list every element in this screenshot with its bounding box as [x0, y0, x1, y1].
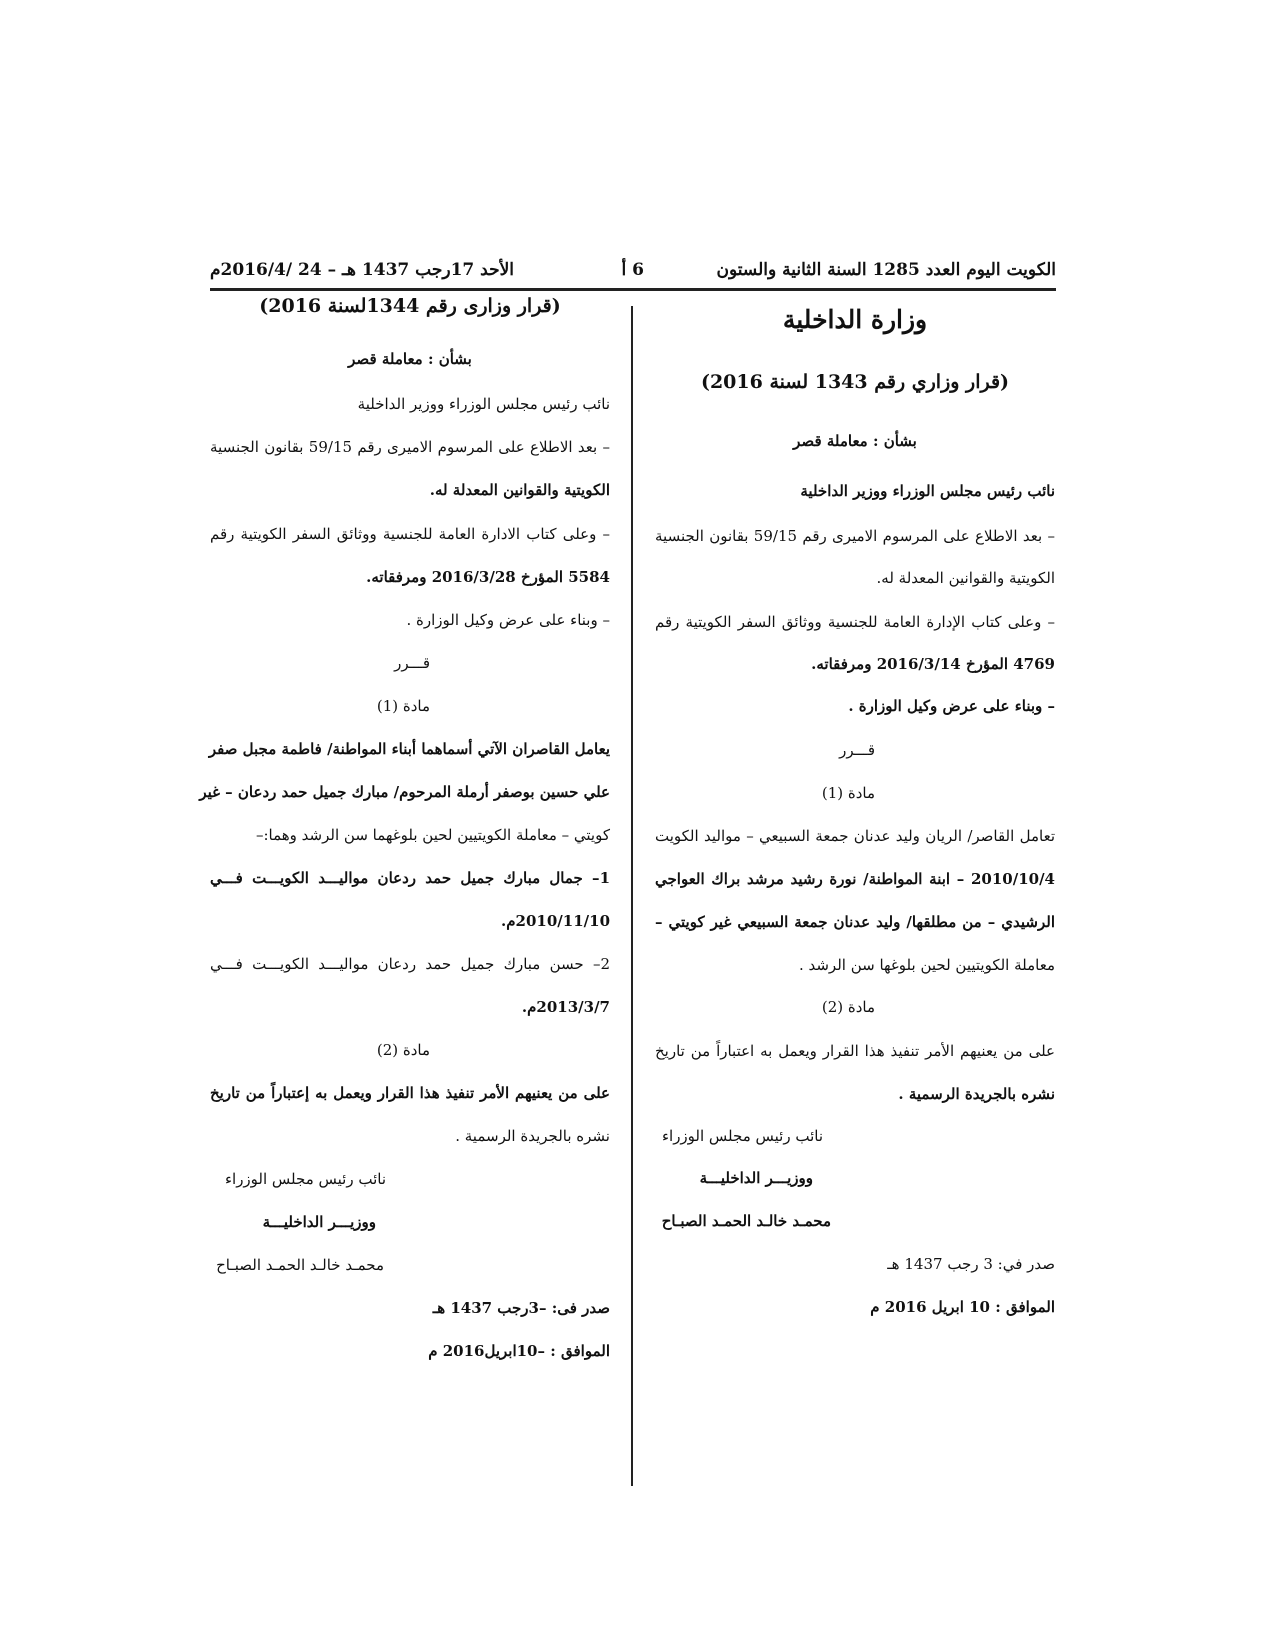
item-1-line-2: 2010/11/10م.: [501, 912, 610, 930]
header-page-number: 6 أ: [621, 260, 644, 280]
article-1-line-2: علي حسين بوصفر أرملة المرحوم/ مبارك جميل حمد ردعان – غير: [199, 783, 610, 801]
item-2-line-1: 2– حسن مبارك جميل حمد ردعان مواليـــد الكويـــت فـــي: [210, 955, 610, 973]
decided-heading: قـــرر: [839, 741, 875, 759]
signature-name: محمـد خالـد الحمـد الصبـاح: [216, 1256, 384, 1274]
header-date: الأحد 17رجب 1437 هـ – 24 /2016/4م: [210, 260, 515, 280]
preamble-2-line-2: 5584 المؤرخ 2016/3/28 ومرفقاته.: [366, 568, 610, 586]
article-1-line-2: 2010/10/4 – ابنة المواطنة/ نورة رشيد مرشد براك العواجي: [655, 870, 1055, 888]
article-2-heading: مادة (2): [821, 998, 875, 1016]
item-1-line-1: 1– جمال مبارك جميل حمد ردعان مواليـــد الكويـــت فـــي: [210, 869, 610, 887]
corresponding-date: الموافق : –10ابريل2016 م: [428, 1342, 610, 1360]
item-2-line-2: 2013/3/7م.: [521, 998, 610, 1016]
corresponding-date: الموافق : 10 ابريل 2016 م: [870, 1298, 1055, 1316]
article-1-heading: مادة (1): [821, 784, 875, 802]
signature-title-1: نائب رئيس مجلس الوزراء: [661, 1127, 823, 1145]
article-2-line-1: على من يعنيهم الأمر تنفيذ هذا القرار ويعمل به إعتباراً من تاريخ: [210, 1084, 610, 1102]
preamble-3: – وبناء على عرض وكيل الوزارة .: [406, 611, 610, 629]
preamble-1-line-1: – بعد الاطلاع على المرسوم الاميرى رقم 59/15 بقانون الجنسية: [210, 438, 610, 456]
preamble-2-line-1: – وعلى كتاب الإدارة العامة للجنسية ووثائق السفر الكويتية رقم: [655, 613, 1055, 631]
article-1-line-3: كويتي – معاملة الكويتيين لحين بلوغهما سن الرشد وهما:–: [255, 826, 610, 844]
preamble-2-line-2: 4769 المؤرخ 2016/3/14 ومرفقاته.: [811, 655, 1055, 673]
article-2-line-1: على من يعنيهم الأمر تنفيذ هذا القرار ويعمل به اعتباراً من تاريخ: [655, 1042, 1055, 1060]
header-rule: [210, 288, 1056, 291]
issued-date: صدر فى: –3رجب 1437 هـ: [432, 1299, 610, 1317]
column-divider: [631, 306, 633, 1486]
signature-title-1: نائب رئيس مجلس الوزراء: [224, 1170, 386, 1188]
decision-subject: بشأن : معاملة قصر: [348, 350, 472, 368]
ministry-heading: وزارة الداخلية: [782, 305, 928, 334]
article-2-heading: مادة (2): [376, 1041, 430, 1059]
page-header: [210, 256, 1056, 286]
article-1-heading: مادة (1): [376, 697, 430, 715]
decision-subject: بشأن : معاملة قصر: [793, 432, 917, 450]
issuer-line: نائب رئيس مجلس الوزراء ووزير الداخلية: [357, 395, 610, 413]
article-2-line-2: نشره بالجريدة الرسمية .: [455, 1127, 610, 1145]
preamble-1-line-2: الكويتية والقوانين المعدلة له.: [429, 481, 610, 499]
decided-heading: قـــرر: [394, 654, 430, 672]
article-1-line-4: معاملة الكويتيين لحين بلوغها سن الرشد .: [798, 956, 1055, 974]
preamble-3: – وبناء على عرض وكيل الوزارة .: [848, 697, 1055, 715]
issuer-line: نائب رئيس مجلس الوزراء ووزير الداخلية: [800, 482, 1055, 500]
article-1-line-1: يعامل القاصران الآتي أسماهما أبناء المواطنة/ فاطمة مجبل صفر: [208, 740, 610, 758]
header-issue-info: الكويت اليوم العدد 1285 السنة الثانية والستون: [716, 260, 1056, 280]
decision-title: (قرار وزاري رقم 1343 لسنة 2016): [700, 371, 1010, 393]
article-1-line-3: الرشيدي – من مطلقها/ وليد عدنان جمعة السبيعي غير كويتي –: [655, 913, 1055, 931]
signature-name: محمـد خالـد الحمـد الصبـاح: [661, 1212, 831, 1230]
signature-title-2: ووزيـــر الداخليـــة: [262, 1213, 376, 1231]
preamble-2-line-1: – وعلى كتاب الادارة العامة للجنسية ووثائق السفر الكويتية رقم: [210, 525, 610, 543]
article-2-line-2: نشره بالجريدة الرسمية .: [898, 1085, 1055, 1103]
article-1-line-1: تعامل القاصر/ الريان وليد عدنان جمعة السبيعي – مواليد الكويت: [655, 827, 1055, 845]
decision-title: (قرار وزارى رقم 1344لسنة 2016): [259, 295, 561, 317]
preamble-1-line-1: – بعد الاطلاع على المرسوم الاميرى رقم 59/15 بقانون الجنسية: [655, 527, 1055, 545]
signature-title-2: ووزيـــر الداخليـــة: [699, 1169, 813, 1187]
preamble-1-line-2: الكويتية والقوانين المعدلة له.: [876, 569, 1055, 587]
issued-date: صدر في: 3 رجب 1437 هـ: [887, 1255, 1055, 1273]
